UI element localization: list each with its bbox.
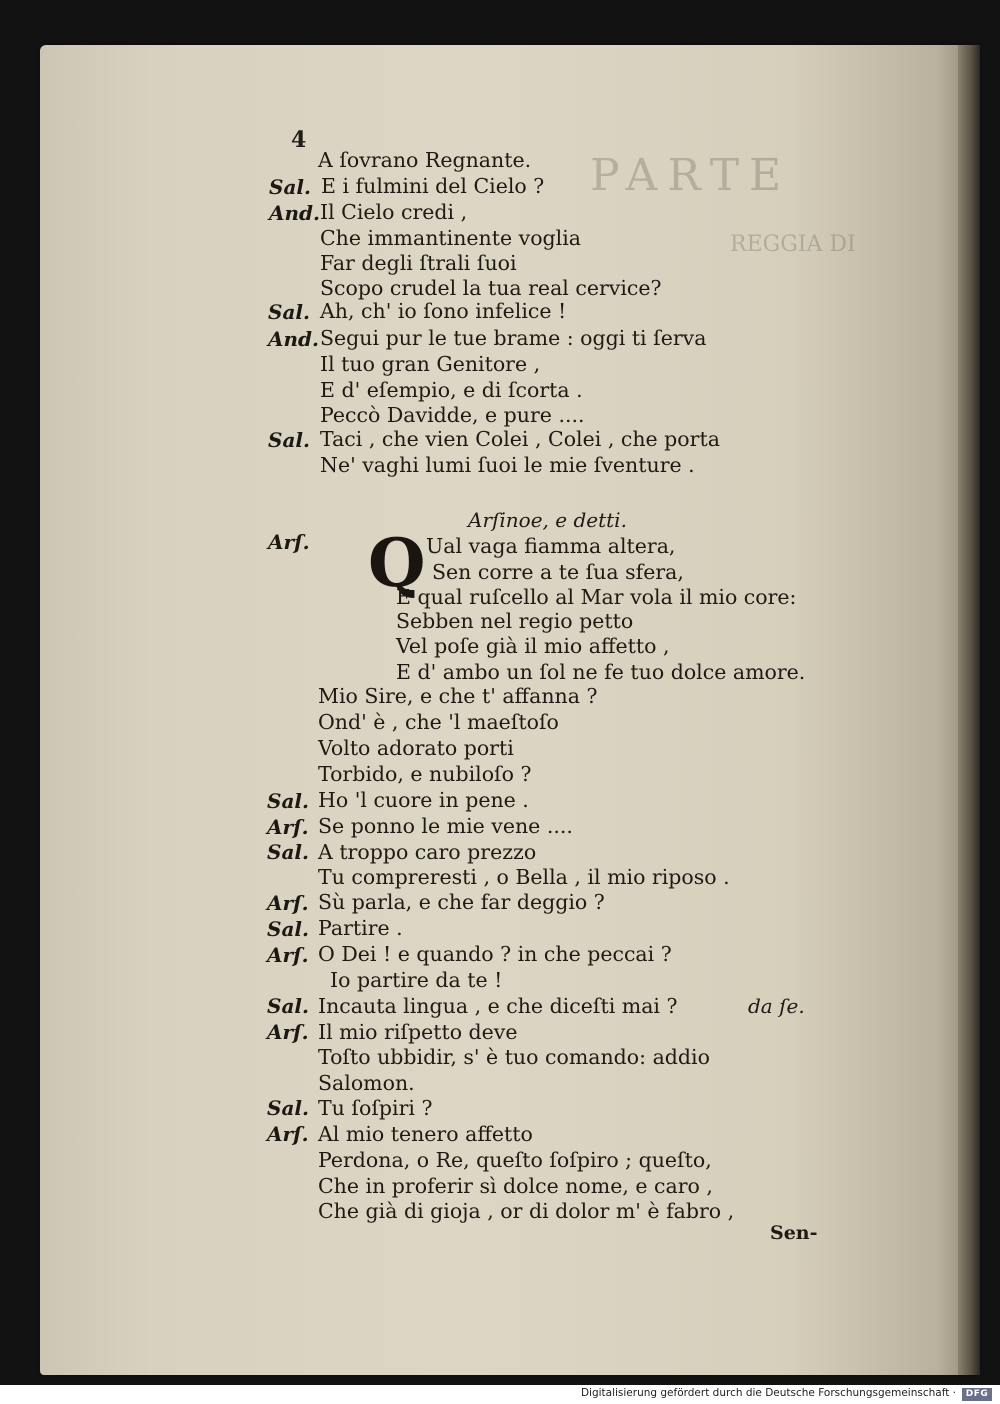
page-number: 4 — [291, 127, 307, 153]
text-line: Che in proferir sì dolce nome, e caro , — [318, 1174, 713, 1198]
text-line: Ne' vaghi lumi ſuoi le mie ſventure . — [320, 453, 695, 477]
speaker-label: Sal. — [267, 1096, 309, 1120]
aria-line: Ual vaga fiamma altera, — [426, 534, 676, 558]
aria-line: Vel poſe già il mio affetto , — [396, 634, 670, 658]
speaker-label: Sal. — [267, 917, 309, 941]
text-line: Far degli ſtrali ſuoi — [320, 251, 517, 275]
footer-bar — [0, 1385, 1000, 1404]
text-line: Ho 'l cuore in pene . — [318, 788, 529, 812]
text-line: O Dei ! e quando ? in che peccai ? — [318, 942, 672, 966]
bleed-through-line: REGGIA DI — [730, 232, 856, 257]
speaker-label: Arſ. — [267, 815, 309, 839]
text-line: Toſto ubbidir, s' è tuo comando: addio — [318, 1045, 710, 1069]
text-line: Segui pur le tue brame : oggi ti ſerva — [320, 326, 707, 350]
text-line: Mio Sire, e che t' affanna ? — [318, 684, 598, 708]
text-line: A troppo caro prezzo — [318, 840, 537, 864]
speaker-label: Arſ. — [267, 1020, 309, 1044]
text-line: Se ponno le mie vene .... — [318, 814, 573, 838]
scene-heading: Arſinoe, e detti. — [468, 508, 627, 532]
catchword: Sen- — [770, 1222, 818, 1244]
text-line: Ah, ch' io ſono infelice ! — [320, 299, 567, 323]
dfg-logo-icon: DFG — [962, 1388, 992, 1401]
text-line: Perdona, o Re, queſto ſoſpiro ; queſto, — [318, 1148, 712, 1172]
page-edge — [958, 45, 980, 1375]
text-line: A ſovrano Regnante. — [318, 148, 532, 172]
speaker-label: And. — [269, 201, 321, 225]
aria-line: E d' ambo un ſol ne fe tuo dolce amore. — [396, 660, 806, 684]
text-line: Tu compreresti , o Bella , il mio riposo . — [318, 865, 730, 889]
text-line: E i fulmini del Cielo ? — [321, 174, 545, 198]
text-line: Peccò Davidde, e pure .... — [320, 403, 585, 427]
aria-line: E qual ruſcello al Mar vola il mio core: — [396, 585, 797, 609]
text-line: Il tuo gran Genitore , — [320, 352, 541, 376]
speaker-label: Sal. — [267, 994, 309, 1018]
speaker-label: Sal. — [268, 300, 310, 324]
speaker-label: Sal. — [267, 789, 309, 813]
text-line: Incauta lingua , e che diceſti mai ? — [318, 994, 678, 1018]
drop-cap: Q — [368, 524, 426, 602]
speaker-label: Arſ. — [267, 943, 309, 967]
text-line: Che immantinente voglia — [320, 226, 581, 250]
text-line: E d' eſempio, e di ſcorta . — [320, 378, 583, 402]
footer-credit: Digitalisierung gefördert durch die Deutsche Forschungsgemeinschaft · — [580, 1387, 956, 1399]
text-line: Salomon. — [318, 1071, 415, 1095]
speaker-label: Arſ. — [267, 891, 309, 915]
speaker-label: Sal. — [267, 840, 309, 864]
text-line: Al mio tenero affetto — [318, 1122, 533, 1146]
speaker-label: And. — [268, 327, 320, 351]
aria-line: Sebben nel regio petto — [396, 609, 634, 633]
aria-line: Sen corre a te ſua sfera, — [432, 560, 684, 584]
text-line: Il Cielo credi , — [320, 200, 468, 224]
text-line: Il mio riſpetto deve — [318, 1020, 518, 1044]
speaker-label: Sal. — [269, 175, 311, 199]
text-line: Torbido, e nubiloſo ? — [318, 762, 532, 786]
stage-direction: da ſe. — [748, 994, 805, 1018]
text-line: Io partire da te ! — [330, 968, 503, 992]
speaker-label: Arſ. — [268, 530, 310, 554]
text-line: Partire . — [318, 916, 403, 940]
speaker-label: Sal. — [268, 428, 310, 452]
text-line: Tu ſoſpiri ? — [318, 1096, 433, 1120]
text-line: Sù parla, e che far deggio ? — [318, 890, 605, 914]
text-line: Ond' è , che 'l maeſtoſo — [318, 710, 559, 734]
bleed-through-title: PARTE — [590, 150, 792, 201]
text-line: Taci , che vien Colei , Colei , che porta — [320, 427, 720, 451]
speaker-label: Arſ. — [267, 1122, 309, 1146]
text-line: Volto adorato porti — [318, 736, 514, 760]
text-line: Che già di gioja , or di dolor m' è fabro , — [318, 1199, 735, 1223]
text-line: Scopo crudel la tua real cervice? — [320, 276, 662, 300]
